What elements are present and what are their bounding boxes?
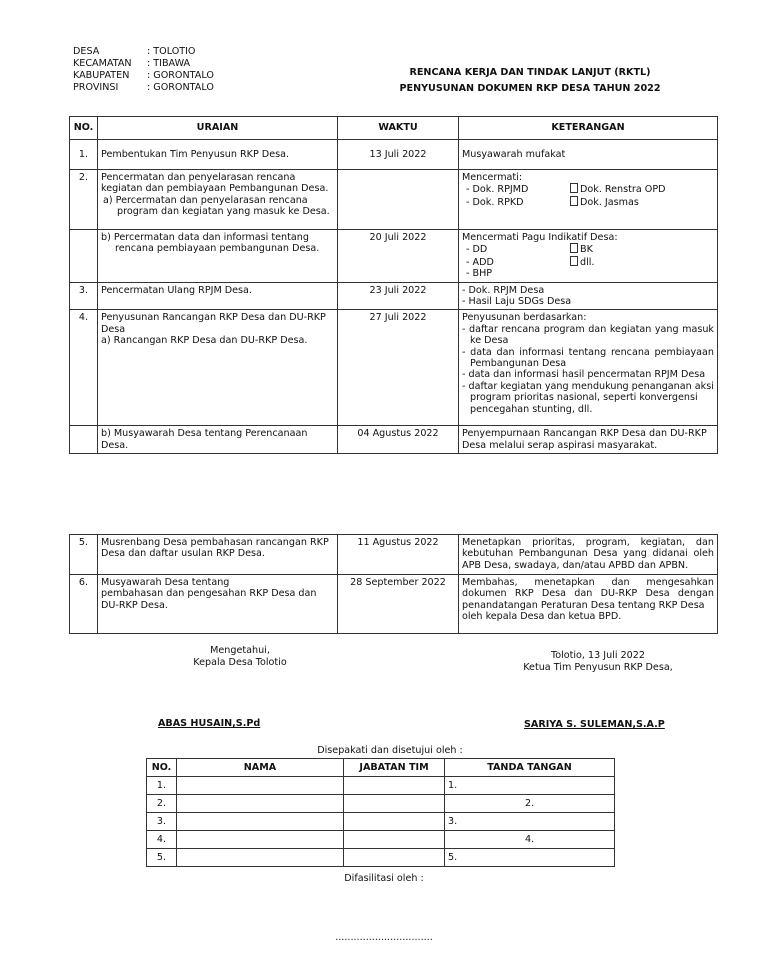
doc-title-line2: PENYUSUNAN DOKUMEN RKP DESA TAHUN 2022 [399,83,661,94]
uraian-main: Pencermatan dan penyelarasan rencana kegiatan dan pembiayaan Pembangunan Desa. [101,172,329,195]
col-header-keterangan: KETERANGAN [459,117,718,140]
row-uraian: Pembentukan Tim Penyusun RKP Desa. [98,140,338,170]
rktl-table-part1 [69,116,718,454]
row-no: 5. [70,535,98,575]
sig-left-name: ABAS HUSAIN,S.Pd [158,718,261,729]
row-uraian [98,575,338,634]
row-keterangan [459,282,718,310]
header-value: : TIBAWA [147,58,191,69]
col-header-waktu: WAKTU [338,117,459,140]
sig-right-name: SARIYA S. SULEMAN,S.A.P [524,719,665,730]
header-label: KECAMATAN [73,58,132,69]
uraian-sub: a) Percermatan dan penyelarasan rencana program dan kegiatan yang masuk ke Desa. [103,194,330,218]
table-row [70,170,718,230]
ket-item: - ADD [466,256,494,268]
agr-no: 1. [147,777,177,795]
row-waktu: 11 Agustus 2022 [338,535,459,575]
row-keterangan [459,310,718,426]
row-waktu: 20 Juli 2022 [338,230,459,283]
header-kabupaten [73,70,214,82]
sig-left-caption2: Kepala Desa Tolotio [193,657,287,668]
row-waktu: 04 Agustus 2022 [338,426,459,454]
uraian-line: Musyawarah Desa tentang [101,577,230,588]
header-kecamatan [73,58,190,70]
ket-item: - Dok. RPJMD [466,184,529,196]
agr-jabatan [344,831,445,849]
agr-nama [177,777,344,795]
row-no: 2. [70,170,98,230]
facilitated-caption: Difasilitasi oleh : [344,873,424,884]
checkbox-icon [570,256,578,266]
header-value: : TOLOTIO [147,46,196,57]
row-no: 6. [70,575,98,634]
agr-ttd: 2. [445,795,615,813]
ket-line: - Dok. RPJM Desa [462,284,545,296]
ket-item: BK [580,244,593,256]
agr-header-nama: NAMA [177,759,344,777]
header-label: KABUPATEN [73,70,130,81]
sig-right-role: Ketua Tim Penyusun RKP Desa, [523,662,673,673]
agr-header-no: NO. [147,759,177,777]
header-provinsi [73,82,214,94]
ket-item: dll. [580,256,595,268]
row-keterangan: Menetapkan prioritas, program, kegiatan, dan kebutuhan Pembangunan Desa yang didanai oleh APB Desa, swadaya, dan/atau APBD dan APBN. [459,535,718,575]
ket-title: Penyusunan berdasarkan: [462,312,587,324]
checkbox-icon [570,243,578,253]
col-header-uraian: URAIAN [98,117,338,140]
row-no: 1. [70,140,98,170]
row-uraian: b) Percermatan data dan informasi tentang rencana pembiayaan pembangunan Desa. [98,230,338,283]
header-value: : GORONTALO [147,70,214,81]
ket-line: oleh kepala Desa dan ketua BPD. [462,611,622,623]
agr-no: 3. [147,813,177,831]
row-uraian: Musrenbang Desa pembahasan rancangan RKP Desa dan daftar usulan RKP Desa. [98,535,338,575]
uraian-sub: a) Rancangan RKP Desa dan DU-RKP Desa. [101,335,308,347]
row-waktu: 23 Juli 2022 [338,282,459,310]
agr-jabatan [344,813,445,831]
table-row [70,230,718,283]
row-uraian: Pencermatan Ulang RPJM Desa. [98,282,338,310]
row-keterangan [459,575,718,634]
agr-nama [177,795,344,813]
ket-line: - Hasil Laju SDGs Desa [462,296,572,308]
agr-no: 4. [147,831,177,849]
row-uraian [98,170,338,230]
ket-item: Dok. Jasmas [580,196,639,208]
table-row [70,535,718,575]
agr-nama [177,831,344,849]
col-header-no: NO. [70,117,98,140]
row-waktu [338,170,459,230]
row-keterangan: Musyawarah mufakat [459,140,718,170]
table-row [70,140,718,170]
row-no [70,426,98,454]
agr-jabatan [344,795,445,813]
agr-ttd: 3. [445,813,615,831]
ket-line: Membahas, menetapkan dan mengesahkan dokumen RKP Desa dan DU-RKP Desa dengan penandatangan Peraturan Desa tentang RKP Desa [462,577,714,611]
rktl-table-part2 [69,534,718,634]
table-row [147,813,615,831]
agr-nama [177,849,344,867]
agreement-table [146,758,615,867]
header-desa [73,46,196,58]
agr-jabatan [344,849,445,867]
row-no [70,230,98,283]
checkbox-icon [570,183,578,193]
row-no: 3. [70,282,98,310]
facilitated-signature-dots: ................................ [335,932,433,943]
agr-ttd: 4. [445,831,615,849]
agr-ttd: 5. [445,849,615,867]
ket-line: - BHP [466,268,493,280]
sig-left-caption1: Mengetahui, [210,645,270,656]
header-label: PROVINSI [73,82,119,93]
ket-item: - data dan informasi hasil pencermatan RPJM Desa [462,369,706,381]
agr-header-jabatan: JABATAN TIM [344,759,445,777]
agr-no: 5. [147,849,177,867]
ket-line [462,243,714,255]
table-row [147,849,615,867]
table-row [147,777,615,795]
row-waktu: 13 Juli 2022 [338,140,459,170]
ket-line [462,196,714,208]
ket-title: Mencermati: [462,172,523,183]
ket-item: - daftar rencana program dan kegiatan yang masuk ke Desa [462,323,714,347]
row-keterangan [459,230,718,283]
checkbox-icon [570,196,578,206]
agr-nama [177,813,344,831]
table-row [70,282,718,310]
agreement-header-row [147,759,615,777]
table-row [147,831,615,849]
ket-item: - Dok. RPKD [466,196,524,208]
row-keterangan: Penyempurnaan Rancangan RKP Desa dan DU-RKP Desa melalui serap aspirasi masyarakat. [459,426,718,454]
row-waktu: 27 Juli 2022 [338,310,459,426]
table-row [70,575,718,634]
agr-jabatan [344,777,445,795]
uraian-line: pembahasan dan pengesahan RKP Desa dan DU-RKP Desa. [101,588,317,611]
row-no: 4. [70,310,98,426]
header-label: DESA [73,46,100,57]
row-keterangan [459,170,718,230]
row-uraian: b) Musyawarah Desa tentang Perencanaan Desa. [98,426,338,454]
uraian-main: Penyusunan Rancangan RKP Desa dan DU-RKP Desa [101,312,326,335]
ket-title: Mencermati Pagu Indikatif Desa: [462,232,618,243]
sig-right-date: Tolotio, 13 Juli 2022 [551,650,645,661]
row-waktu: 28 September 2022 [338,575,459,634]
ket-line [462,256,714,268]
ket-item: - data dan informasi tentang rencana pembiayaan Pembangunan Desa [462,346,714,370]
table-row [70,426,718,454]
table-header-row [70,117,718,140]
row-uraian [98,310,338,426]
header-value: : GORONTALO [147,82,214,93]
ket-item: Dok. Renstra OPD [580,184,666,196]
ket-line [462,183,714,195]
table-row [70,310,718,426]
ket-item: - DD [466,244,488,256]
doc-title-line1: RENCANA KERJA DAN TINDAK LANJUT (RKTL) [409,67,651,78]
agr-header-ttd: TANDA TANGAN [445,759,615,777]
ket-item: - daftar kegiatan yang mendukung penanganan aksi program prioritas nasional, seperti konvergensi pencegahan stunting, dll. [462,380,714,415]
agr-ttd: 1. [445,777,615,795]
table-row [147,795,615,813]
agreement-caption: Disepakati dan disetujui oleh : [317,745,463,756]
agr-no: 2. [147,795,177,813]
